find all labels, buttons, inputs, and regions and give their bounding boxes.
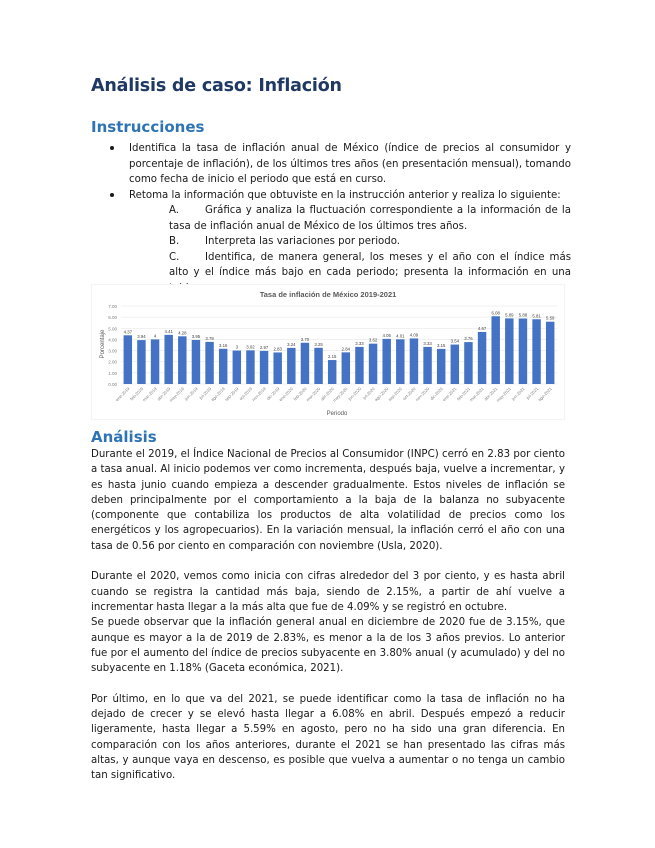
analysis-paragraph: Por último, en lo que va del 2021, se puede identificar como la tasa de inflación no ha dejado de crecer y se elevó hasta llegar a 6.08% en abril. Después empezó a reducir ligeramente, hasta llegar a 5.59% en agosto, pero no ha sido una gran diferencia. En comparación con los años anteriores, durante el 2021 se han presentado las cifras más altas, y aunque vaya en descenso, es posible que vuelva a aumentar o no tenga un cambio tan significativo. <box>91 693 565 782</box>
chart-y-tick-label: 1.00 <box>108 370 117 376</box>
bullet-icon <box>110 146 114 150</box>
chart-data-label: 2.84 <box>341 346 350 352</box>
chart-data-label: 3.02 <box>246 344 255 350</box>
chart-bar <box>464 342 472 384</box>
chart-data-label: 3.54 <box>450 338 459 344</box>
chart-x-tick-label: abr-2020 <box>319 386 335 402</box>
chart-x-tick-label: dic-2020 <box>428 386 444 402</box>
chart-x-tick-label: may-2020 <box>331 386 349 403</box>
chart-bar <box>273 352 281 384</box>
chart-x-tick-label: jun-2020 <box>347 386 363 402</box>
inflation-chart <box>91 284 565 420</box>
chart-data-label: 5.88 <box>518 312 528 318</box>
chart-x-tick-label: ene-2021 <box>441 386 458 403</box>
chart-bar <box>423 347 431 384</box>
analysis-paragraph: Se puede observar que la inflación general anual en diciembre de 2020 fue de 3.15%, que aunque es mayor a la de 2019 de 2.83%, es menor a la de los 3 años previos. Lo anterior fue por el aumento del índice de precios subyacente en 3.80% anual (y acumulado) y del no subyacente en 1.18% (Gaceta económica, 2021). <box>91 617 565 675</box>
sub-instruction-text: Identifica, de manera general, los meses y el año con el índice más alto y el índice más bajo en cada periodo; presenta la información en una <box>169 251 571 278</box>
sub-instruction-text: Gráfica y analiza la fluctuación correspondiente a la información de la tasa de inflación anual de México de los últimos tres años. <box>169 205 571 232</box>
chart-bar <box>137 340 145 384</box>
chart-x-tick-label: dic-2019 <box>265 386 281 402</box>
instruction-item <box>91 188 571 297</box>
chart-y-tick-label: 7.00 <box>108 304 117 309</box>
chart-bar <box>164 335 172 384</box>
chart-data-label: 3.33 <box>423 340 432 346</box>
chart-data-label: 3.76 <box>464 336 473 342</box>
chart-data-label: 4.09 <box>409 332 419 338</box>
chart-bar <box>205 342 213 384</box>
chart-bar <box>519 318 527 384</box>
chart-bar <box>219 349 227 384</box>
chart-data-label: 5.89 <box>505 312 514 318</box>
chart-y-tick-label: 5.00 <box>108 326 117 332</box>
chart-bar <box>396 339 404 384</box>
chart-y-tick-label: 6.00 <box>108 315 117 321</box>
chart-x-tick-label: feb-2021 <box>455 386 472 402</box>
chart-data-label: 3.15 <box>437 342 446 348</box>
chart-data-label: 4.67 <box>477 325 487 331</box>
chart-data-label: 5.81 <box>532 313 541 319</box>
chart-x-tick-label: mar-2021 <box>468 386 485 403</box>
chart-y-tick-label: 3.00 <box>108 348 117 354</box>
chart-bar <box>260 351 268 384</box>
chart-x-tick-label: nov-2020 <box>414 386 431 403</box>
chart-y-tick-label: 0.00 <box>108 382 117 387</box>
instructions-list <box>91 141 571 296</box>
chart-data-label: 4 <box>153 333 157 339</box>
chart-bar <box>342 352 350 384</box>
chart-data-label: 4.01 <box>396 333 405 339</box>
chart-data-label: 3.78 <box>205 335 214 341</box>
chart-bar <box>478 332 486 384</box>
chart-data-label: 4.37 <box>123 329 132 335</box>
chart-x-tick-label: nov-2019 <box>250 386 267 403</box>
page-title: Análisis de caso: Inflación <box>91 76 342 96</box>
chart-x-tick-label: jul-2019 <box>198 386 213 401</box>
analysis-paragraph: Durante el 2019, el Índice Nacional de Precios al Consumidor (INPC) cerró en 2.83 por ciento a tasa anual. Al inicio podemos ver como incrementa, después baja, vuelve a incrementar, y es hasta junio cuando empieza a descender gradualmente. Estos niveles de inflación se deben principalmente por el comportamiento a la baja de la balanza no subyacente (componente que contabiliza los productos de alta volatilidad de precios como los energéticos y los agropecuarios). En la variación mensual, la inflación cerró el año con una tasa de 0.56 por ciento en comparación con noviembre (Usla, 2020). <box>91 449 565 552</box>
chart-x-tick-label: ago-2019 <box>209 386 226 403</box>
chart-bar <box>178 336 186 384</box>
instruction-item-text: Retoma la información que obtuviste en la instrucción anterior y realiza lo siguiente: <box>129 189 561 201</box>
sub-letter: B. <box>169 236 180 247</box>
sub-instruction-a <box>169 203 571 234</box>
chart-bar <box>233 351 241 384</box>
chart-x-tick-label: ene-2020 <box>277 386 295 403</box>
chart-x-tick-label: oct-2020 <box>401 386 417 402</box>
chart-bar <box>491 316 499 384</box>
chart-x-tick-label: ago-2021 <box>536 386 553 403</box>
bullet-icon <box>110 193 114 197</box>
chart-bar <box>532 319 540 384</box>
chart-data-label: 6.08 <box>491 310 500 316</box>
chart-x-tick-label: may-2019 <box>168 386 186 403</box>
chart-bar <box>355 347 363 384</box>
chart-bar <box>437 349 445 384</box>
instruction-sublist <box>129 203 571 296</box>
chart-x-tick-label: mar-2020 <box>305 386 322 403</box>
chart-x-tick-label: ago-2020 <box>373 386 390 403</box>
chart-x-tick-label: abr-2019 <box>156 386 172 402</box>
chart-bar <box>192 340 200 384</box>
chart-data-label: 3.70 <box>300 336 310 342</box>
sub-letter: C. <box>169 251 180 263</box>
chart-data-label: 3 <box>235 344 239 350</box>
chart-data-label: 3.95 <box>191 333 201 339</box>
sub-instruction-text: Interpreta las variaciones por periodo. <box>205 236 401 247</box>
analysis-paragraph: Durante el 2020, vemos como inicia con cifras alrededor del 3 por ciento, y es hasta abril cuando se registra la cantidad más baja, siendo de 2.15%, a partir de ahí vuelve a incrementar hasta llegar a la más alta que fue de 4.09% y se registró en octubre. <box>91 571 565 613</box>
chart-x-tick-label: sep-2019 <box>223 386 240 403</box>
chart-x-tick-label: mar-2019 <box>141 386 158 403</box>
chart-data-label: 4.05 <box>382 332 391 338</box>
chart-data-label: 5.59 <box>546 315 555 321</box>
chart-data-label: 3.16 <box>219 342 228 348</box>
chart-data-label: 3.62 <box>368 337 378 343</box>
chart-bar <box>124 335 132 384</box>
chart-x-tick-label: feb-2020 <box>292 386 308 402</box>
instructions-heading: Instrucciones <box>91 118 205 136</box>
chart-bar <box>546 322 554 384</box>
chart-y-tick-label: 4.00 <box>108 337 117 343</box>
chart-data-label: 3.94 <box>137 334 146 340</box>
chart-x-tick-label: jun-2019 <box>183 386 199 402</box>
chart-x-tick-label: oct-2019 <box>238 386 254 402</box>
chart-data-label: 4.28 <box>178 330 187 336</box>
chart-bar <box>301 343 309 384</box>
chart-x-tick-label: ene-2019 <box>114 386 131 403</box>
chart-data-label: 2.97 <box>259 344 269 350</box>
chart-bar <box>314 348 322 384</box>
chart-bar <box>505 318 513 384</box>
chart-title: Tasa de inflación de México 2019-2021 <box>259 290 397 299</box>
chart-bar <box>382 339 390 384</box>
chart-x-tick-label: feb-2019 <box>128 386 145 402</box>
chart-data-label: 2.83 <box>273 346 282 352</box>
sub-instruction-b <box>169 234 571 250</box>
chart-bar <box>246 350 254 384</box>
instruction-item-text: Identifica la tasa de inflación anual de México (índice de precios al consumidor y porcentaje de inflación), de los últimos tres años (en presentación mensual), tomando como fecha de inicio el periodo que está en curso. <box>129 143 571 185</box>
chart-x-axis-label: Periodo <box>326 411 348 417</box>
instruction-item <box>91 141 571 188</box>
chart-bar <box>369 344 377 384</box>
chart-bar <box>151 339 159 384</box>
chart-y-tick-label: 2.00 <box>108 359 117 365</box>
chart-x-tick-label: jul-2021 <box>525 386 540 401</box>
chart-data-label: 3.24 <box>287 341 296 347</box>
chart-x-tick-label: jun-2021 <box>510 386 526 402</box>
chart-data-label: 3.33 <box>355 340 364 346</box>
sub-letter: A. <box>169 205 180 216</box>
chart-x-tick-label: abr-2021 <box>483 386 499 402</box>
chart-data-label: 2.15 <box>328 354 337 360</box>
chart-bar <box>287 348 295 384</box>
chart-x-tick-label: jul-2020 <box>361 386 376 401</box>
analysis-heading: Análisis <box>91 428 157 446</box>
chart-bar <box>451 345 459 384</box>
chart-bar <box>410 338 418 384</box>
chart-x-tick-label: may-2021 <box>495 386 513 403</box>
inflation-bar-chart <box>91 284 565 420</box>
chart-data-label: 4.41 <box>164 328 173 334</box>
analysis-body <box>91 447 565 784</box>
chart-bar <box>328 360 336 384</box>
chart-y-axis-label: Porcentaje <box>100 329 106 359</box>
chart-data-label: 3.25 <box>314 341 323 347</box>
chart-x-tick-label: sep-2020 <box>387 386 404 403</box>
